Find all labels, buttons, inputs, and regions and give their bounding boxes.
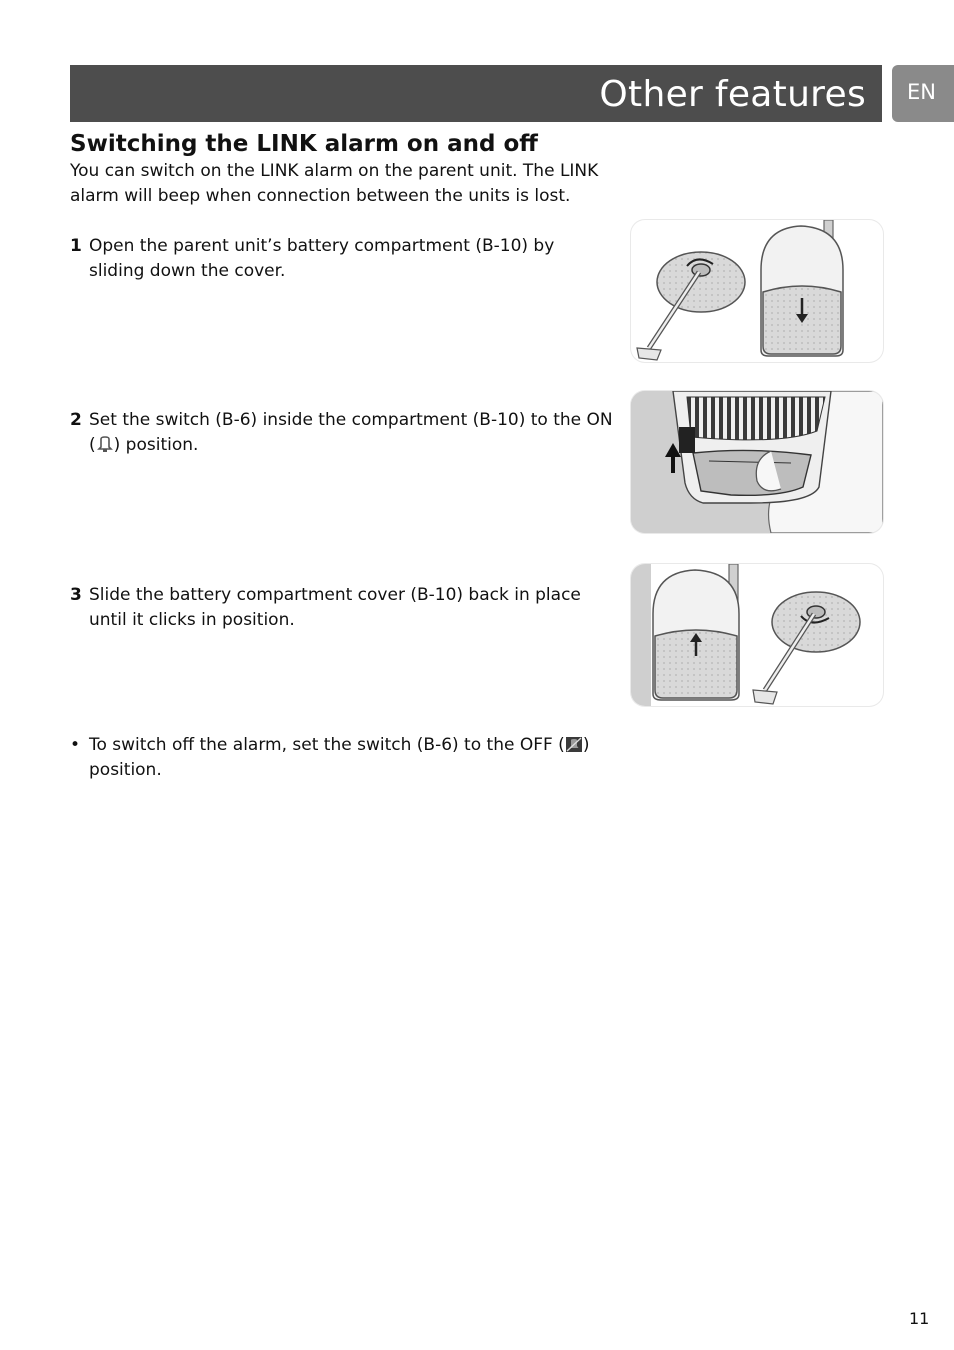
illustration-open-compartment-drawing (631, 220, 883, 362)
note-text-before: To switch off the alarm, set the switch (B-6) to the OFF ( (89, 735, 565, 755)
section-title: Switching the LINK alarm on and off (70, 131, 538, 157)
language-tab-label: EN (907, 80, 936, 104)
note-switch-off (70, 733, 615, 783)
illustration-close-compartment-drawing (631, 564, 883, 706)
illustration-set-switch (631, 391, 883, 533)
step-text-after: ) position. (113, 435, 199, 455)
step-1 (70, 234, 615, 284)
step-text: Slide the battery compartment cover (B-10) back in place until it clicks in position. (89, 585, 581, 630)
chapter-header-bar (70, 65, 882, 122)
step-2 (70, 408, 615, 458)
step-number: 1 (70, 236, 82, 256)
bullet: • (70, 735, 81, 755)
note-text (89, 733, 615, 783)
step-number: 3 (70, 585, 82, 605)
bell-on-icon (96, 436, 114, 453)
illustration-set-switch-drawing (631, 391, 883, 533)
illustration-close-compartment (631, 564, 883, 706)
step-text-before: Set the switch (B-6) inside the compartment (B-10) to the ON ( (89, 410, 613, 455)
page-number: 11 (909, 1309, 930, 1328)
illustration-open-compartment (631, 220, 883, 362)
step-text (89, 408, 615, 458)
step-text: Open the parent unit’s battery compartment (B-10) by sliding down the cover. (89, 236, 555, 281)
step-number: 2 (70, 410, 82, 430)
bell-off-icon (565, 736, 583, 753)
section-intro: You can switch on the LINK alarm on the parent unit. The LINK alarm will beep when connection between the units is lost. (70, 161, 599, 206)
language-tab (892, 65, 954, 122)
note-text-after: ) position. (89, 735, 590, 780)
chapter-title: Other features (599, 74, 866, 115)
step-3 (70, 583, 615, 633)
